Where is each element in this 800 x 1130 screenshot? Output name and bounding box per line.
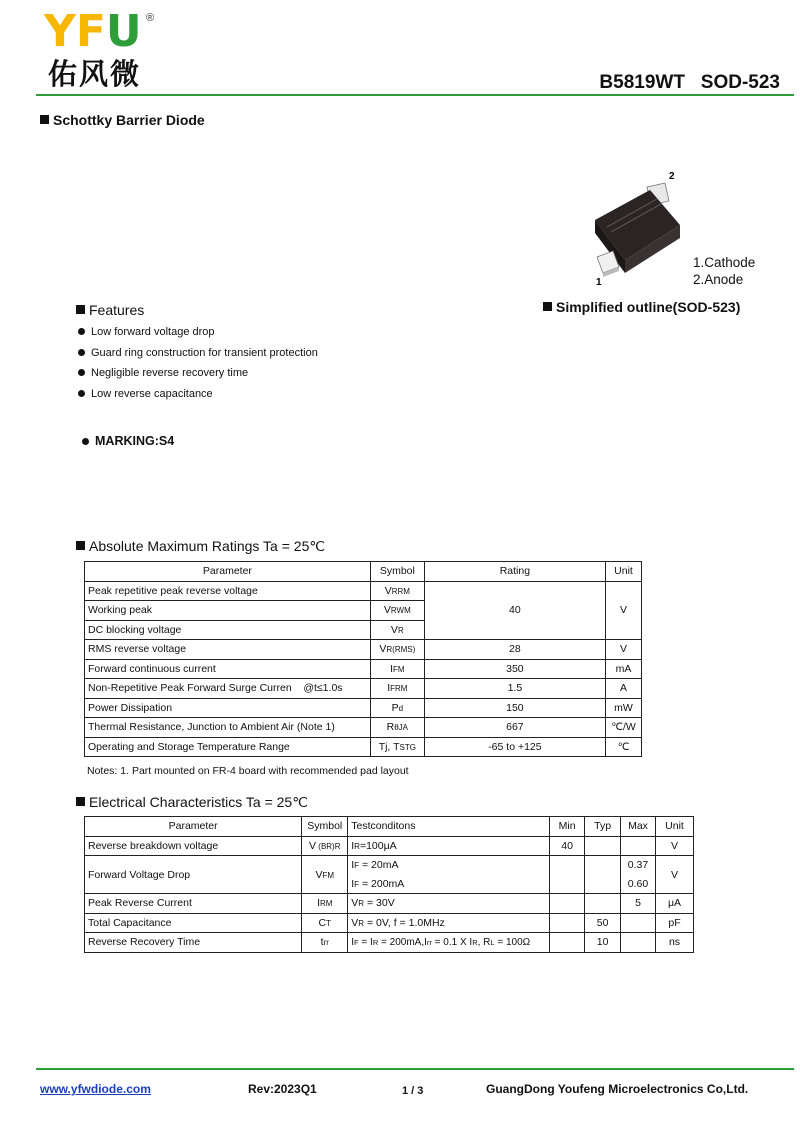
unit-cell: V (606, 581, 642, 640)
logo-yf: YF (44, 6, 106, 57)
table-row: Reverse breakdown voltage V (BR)R IR=100μA 40 V (85, 836, 694, 856)
feature-item: Guard ring construction for transient protection (78, 346, 318, 367)
feature-item: Negligible reverse recovery time (78, 366, 318, 387)
logo-chinese: 佑风微 (48, 57, 142, 91)
table-row: RMS reverse voltage VR(RMS) 28 V (85, 640, 642, 660)
footer-website[interactable] (40, 1082, 151, 1096)
abs-max-heading: Absolute Maximum Ratings Ta = 25℃ (76, 538, 325, 555)
table-header-row (85, 562, 642, 582)
rating-cell: 40 (424, 581, 605, 640)
table-row: Total Capacitance CT VR = 0V, f = 1.0MHz 50 pF (85, 913, 694, 933)
brand-logo (44, 6, 142, 57)
table-row: Operating and Storage Temperature Range Tj, TSTG -65 to +125 ℃ (85, 737, 642, 757)
col-header: Parameter (85, 562, 371, 582)
table-row: Forward Voltage Drop VFM IF = 20mA 0.37 V (85, 856, 694, 875)
table-header-row: Parameter Symbol Testconditons Min Typ Max Unit (85, 817, 694, 837)
table-row: Working peak VRWM (85, 601, 642, 621)
page-title: B5819WT SOD-523 (599, 72, 780, 93)
col-header: Rating (424, 562, 605, 582)
table-row: Peak repetitive peak reverse voltage VRRM 40 V (85, 581, 642, 601)
elec-table (84, 816, 694, 953)
table-row: Thermal Resistance, Junction to Ambient Air (Note 1) RθJA 667 ℃/W (85, 718, 642, 738)
marking-code: MARKING:S4 (82, 434, 174, 448)
pin-2-label: 2 (669, 171, 675, 182)
footer-page-number: 1 / 3 (402, 1085, 424, 1097)
footer-revision: Rev:2023Q1 (248, 1082, 317, 1096)
col-header: Unit (606, 562, 642, 582)
col-header: Symbol (370, 562, 424, 582)
elec-heading: Electrical Characteristics Ta = 25℃ (76, 794, 308, 811)
features-heading: Features (76, 302, 144, 318)
abs-max-notes: Notes: 1. Part mounted on FR-4 board with recommended pad layout (87, 765, 409, 777)
device-type-heading: Schottky Barrier Diode (40, 112, 205, 128)
table-row: Power Dissipation Pd 150 mW (85, 698, 642, 718)
feature-item: Low reverse capacitance (78, 387, 318, 408)
registered-mark: ® (146, 12, 155, 24)
pin-legend (693, 254, 755, 288)
website-link[interactable]: www.yfwdiode.com (40, 1082, 151, 1096)
sod523-package-icon (585, 165, 685, 290)
features-list (78, 325, 318, 407)
logo-u: U (105, 6, 142, 57)
abs-max-table (84, 561, 642, 757)
outline-caption: Simplified outline(SOD-523) (543, 299, 740, 315)
table-row: IF = 200mA 0.60 (85, 875, 694, 894)
table-row: Peak Reverse Current IRM VR = 30V 5 μA (85, 894, 694, 914)
pin-legend-cathode: 1.Cathode (693, 255, 756, 270)
footer-company: GuangDong Youfeng Microelectronics Co,Ltd. (486, 1082, 749, 1096)
table-row: Forward continuous current IFM 350 mA (85, 659, 642, 679)
table-row: Non-Repetitive Peak Forward Surge Curren @t≤1.0s IFRM 1.5 A (85, 679, 642, 699)
footer-divider (36, 1068, 794, 1070)
table-row: Reverse Recovery Time trr IF = IR = 200mA,Irr = 0.1 X IR, RL = 100Ω 10 ns (85, 933, 694, 953)
pin-1-label: 1 (596, 277, 602, 288)
pin-legend-anode: 2.Anode (693, 272, 744, 287)
header-divider (36, 94, 794, 96)
table-row: DC blocking voltage VR (85, 620, 642, 640)
feature-item: Low forward voltage drop (78, 325, 318, 346)
